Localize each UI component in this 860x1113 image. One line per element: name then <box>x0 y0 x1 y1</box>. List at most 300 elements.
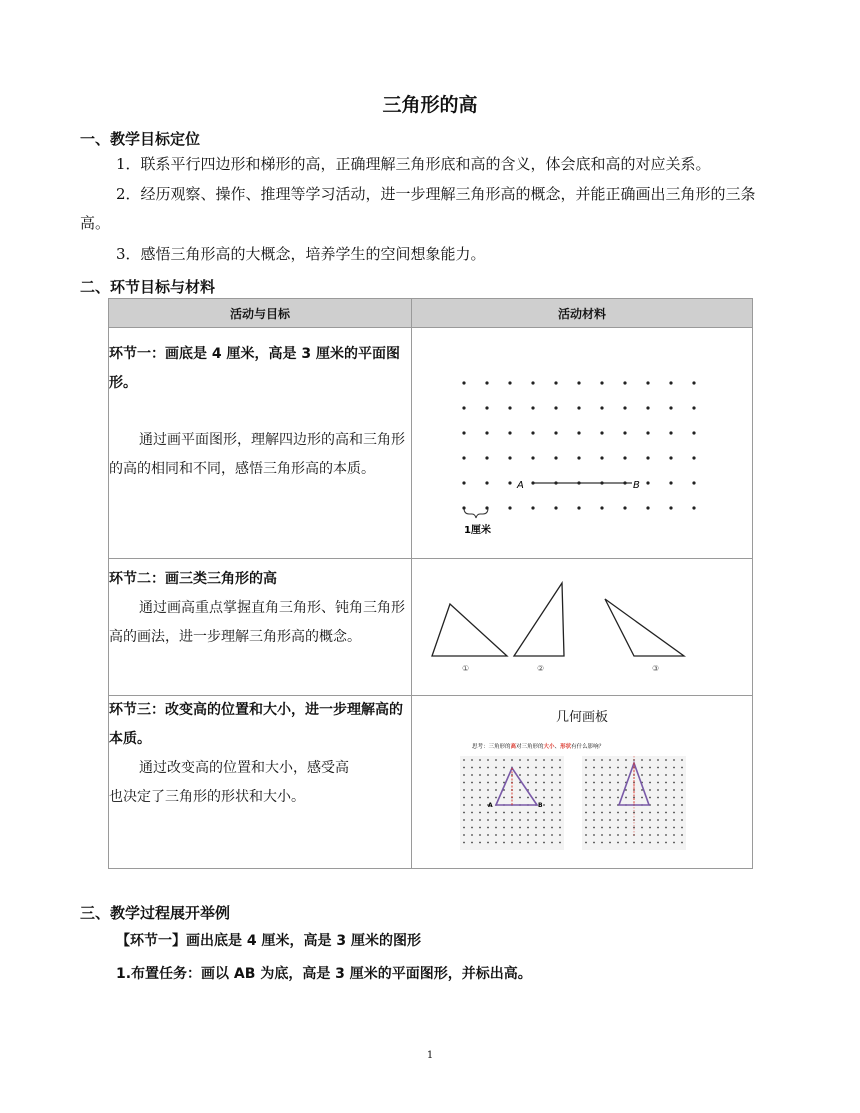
board-dot <box>519 789 521 791</box>
board-dot <box>609 767 611 769</box>
board-dot <box>503 767 505 769</box>
board-dot <box>649 782 651 784</box>
board-dot <box>543 774 545 776</box>
board-dot <box>559 827 561 829</box>
grid-dot <box>508 481 511 484</box>
board-dot <box>673 767 675 769</box>
board-dot <box>601 834 603 836</box>
board-dot <box>593 797 595 799</box>
board-dot <box>601 789 603 791</box>
board-dot <box>527 827 529 829</box>
board-dot <box>673 759 675 761</box>
board-dot <box>479 789 481 791</box>
board-dot <box>559 782 561 784</box>
board-dot <box>673 819 675 821</box>
board-dot <box>649 767 651 769</box>
board-dot <box>559 804 561 806</box>
board-dot <box>479 767 481 769</box>
table-row <box>109 696 753 869</box>
board-dot <box>463 774 465 776</box>
grid-dot <box>669 456 672 459</box>
board-dot <box>657 767 659 769</box>
board-dot <box>503 812 505 814</box>
board-dot <box>535 759 537 761</box>
grid-dot <box>462 481 465 484</box>
board-dot <box>665 834 667 836</box>
board-dot <box>641 827 643 829</box>
board-dot <box>681 827 683 829</box>
grid-dot <box>669 506 672 509</box>
board-dot <box>535 797 537 799</box>
grid-dot <box>577 431 580 434</box>
board-dot <box>657 759 659 761</box>
board-dot <box>593 767 595 769</box>
board-dot <box>617 812 619 814</box>
board-dot <box>649 789 651 791</box>
board-dot <box>681 834 683 836</box>
board-dot <box>593 774 595 776</box>
board-dot <box>665 842 667 844</box>
grid-dot <box>508 406 511 409</box>
board-dot <box>551 789 553 791</box>
stage2-material <box>412 559 753 696</box>
board-dot <box>487 842 489 844</box>
material-caption: 几何画板 <box>555 710 608 725</box>
board-dot <box>463 834 465 836</box>
board-dot <box>463 812 465 814</box>
grid-dot <box>577 406 580 409</box>
board-dot <box>559 842 561 844</box>
board-dot <box>665 759 667 761</box>
board-dot <box>681 767 683 769</box>
board-dot <box>617 759 619 761</box>
board-dot <box>503 827 505 829</box>
board-dot <box>551 759 553 761</box>
board-dot <box>535 812 537 814</box>
board-dot <box>479 797 481 799</box>
board-dot <box>681 797 683 799</box>
board-dot <box>609 789 611 791</box>
board-dot <box>527 759 529 761</box>
board-dot <box>487 789 489 791</box>
board-dot <box>551 782 553 784</box>
stage2-title: 环节二：画三类三角形的高 <box>109 571 277 587</box>
board-dot <box>625 767 627 769</box>
board-dot <box>551 797 553 799</box>
board-dot <box>625 759 627 761</box>
board-dot <box>503 834 505 836</box>
board-dot <box>519 797 521 799</box>
board-dot <box>665 797 667 799</box>
board-dot <box>503 774 505 776</box>
board-dot <box>617 767 619 769</box>
board-dot <box>601 827 603 829</box>
board-dot <box>681 782 683 784</box>
grid-dot <box>554 456 557 459</box>
board-dot <box>609 804 611 806</box>
stage3-material <box>412 696 753 869</box>
grid-dot <box>646 431 649 434</box>
grid-dot <box>577 381 580 384</box>
board-dot <box>673 842 675 844</box>
grid-dot <box>554 406 557 409</box>
board-dot <box>535 767 537 769</box>
board-dot <box>495 819 497 821</box>
board-dot <box>479 782 481 784</box>
board-dot <box>649 834 651 836</box>
board-dot <box>527 774 529 776</box>
board-dot <box>633 842 635 844</box>
board-dot <box>601 774 603 776</box>
grid-dot <box>646 481 649 484</box>
table-row <box>109 559 753 696</box>
board-dot <box>543 759 545 761</box>
board-dot <box>673 782 675 784</box>
board-dot <box>601 819 603 821</box>
board-dot <box>585 819 587 821</box>
board-dot <box>641 819 643 821</box>
board-dot <box>495 767 497 769</box>
board-dot <box>463 842 465 844</box>
board-dot <box>471 767 473 769</box>
grid-dot <box>577 456 580 459</box>
board-dot <box>617 834 619 836</box>
board-dot <box>527 842 529 844</box>
board-dot <box>535 834 537 836</box>
board-dot <box>495 774 497 776</box>
board-dot <box>609 812 611 814</box>
grid-dot <box>600 506 603 509</box>
triangle-3 <box>605 599 684 656</box>
triangle-3-label: ③ <box>652 664 660 673</box>
grid-dot <box>623 481 626 484</box>
goal-item-3: 3．感悟三角形高的大概念，培养学生的空间想象能力。 <box>116 245 486 263</box>
board-dot <box>551 827 553 829</box>
board-dot <box>625 827 627 829</box>
board-dot <box>559 797 561 799</box>
board-dot <box>593 819 595 821</box>
stage1-title: 环节一：画底是 4 厘米，高是 3 厘米的平面图形。 <box>109 346 400 391</box>
board-dot <box>649 842 651 844</box>
board-dot <box>543 767 545 769</box>
board-dot <box>641 767 643 769</box>
board-dot <box>673 812 675 814</box>
board-dot <box>519 774 521 776</box>
board-dot <box>479 834 481 836</box>
board-dot <box>495 782 497 784</box>
board-dot <box>593 782 595 784</box>
table-header-material: 活动材料 <box>412 299 753 328</box>
board-dot <box>559 759 561 761</box>
board-dot <box>609 782 611 784</box>
board-dot <box>543 797 545 799</box>
board-dot <box>609 774 611 776</box>
grid-dot <box>646 381 649 384</box>
board-dot <box>601 782 603 784</box>
grid-dot <box>485 481 488 484</box>
section1-heading: 一、教学目标定位 <box>80 130 201 148</box>
board-dot <box>593 789 595 791</box>
board-dot <box>665 774 667 776</box>
grid-dot <box>692 456 695 459</box>
board-dot <box>511 842 513 844</box>
board-dot <box>617 774 619 776</box>
grid-dot <box>669 406 672 409</box>
board-dot <box>673 789 675 791</box>
grid-dot <box>646 456 649 459</box>
stage1-desc: 通过画平面图形，理解四边形的高和三角形的高的相同和不同，感悟三角形高的本质。 <box>109 432 405 477</box>
board-dot <box>665 767 667 769</box>
board-dot <box>625 812 627 814</box>
grid-dot <box>623 406 626 409</box>
grid-dot <box>577 481 580 484</box>
board-dot <box>609 827 611 829</box>
board-dot <box>601 767 603 769</box>
board-dot <box>593 812 595 814</box>
board-dot <box>543 834 545 836</box>
triangle-2-label: ② <box>537 664 545 673</box>
board-dot <box>495 789 497 791</box>
grid-dot <box>554 381 557 384</box>
board-dot <box>479 759 481 761</box>
board-dot <box>681 774 683 776</box>
grid-dot <box>646 506 649 509</box>
grid-dot <box>462 431 465 434</box>
board-dot <box>673 797 675 799</box>
grid-dot <box>600 431 603 434</box>
stage1-cell <box>109 328 412 559</box>
stage3-cell <box>109 696 412 869</box>
board-dot <box>649 819 651 821</box>
board-dot <box>657 842 659 844</box>
grid-dot <box>623 431 626 434</box>
grid-dot <box>692 431 695 434</box>
board-dot <box>559 789 561 791</box>
board-dot <box>487 834 489 836</box>
board-dot <box>585 759 587 761</box>
board-dot <box>487 759 489 761</box>
board-dot <box>665 819 667 821</box>
board-dot <box>551 812 553 814</box>
board-dot <box>527 782 529 784</box>
board-dot <box>519 819 521 821</box>
board-dot <box>585 842 587 844</box>
board-dot <box>609 819 611 821</box>
board-dot <box>519 759 521 761</box>
triangle-2 <box>514 583 564 656</box>
board-dot <box>625 842 627 844</box>
board-dot <box>463 782 465 784</box>
board-dot <box>487 812 489 814</box>
board-dot <box>495 812 497 814</box>
grid-dot <box>669 481 672 484</box>
grid-dot <box>531 406 534 409</box>
grid-dot <box>692 481 695 484</box>
board-dot <box>487 767 489 769</box>
board-dot <box>593 804 595 806</box>
board-dot <box>543 842 545 844</box>
board-dot <box>535 842 537 844</box>
board-dot <box>609 842 611 844</box>
board-dot <box>511 812 513 814</box>
board-dot <box>463 767 465 769</box>
board-dot <box>585 767 587 769</box>
board-dot <box>495 834 497 836</box>
triangle-1-label: ① <box>462 664 470 673</box>
board-dot <box>585 782 587 784</box>
board-dot <box>503 819 505 821</box>
board-dot <box>641 834 643 836</box>
board-dot <box>665 804 667 806</box>
board-dot <box>535 782 537 784</box>
board-dot <box>625 819 627 821</box>
board-dot <box>649 774 651 776</box>
board-dot <box>601 759 603 761</box>
grid-dot <box>462 456 465 459</box>
board-dot <box>479 827 481 829</box>
board-dot <box>471 759 473 761</box>
board-dot <box>535 774 537 776</box>
board-dot <box>657 827 659 829</box>
board-dot <box>519 842 521 844</box>
grid-dot <box>508 381 511 384</box>
board-dot <box>519 812 521 814</box>
board-dot <box>551 767 553 769</box>
board-dot <box>559 819 561 821</box>
stage3-title: 环节三：改变高的位置和大小，进一步理解高的本质。 <box>109 702 403 747</box>
stage1-material <box>412 328 753 559</box>
board-dot <box>519 834 521 836</box>
grid-dot <box>623 381 626 384</box>
board-dot <box>495 827 497 829</box>
board-dot <box>471 834 473 836</box>
grid-dot <box>462 506 465 509</box>
board-dot <box>479 804 481 806</box>
board-dot <box>487 827 489 829</box>
grid-dot <box>600 406 603 409</box>
board-dot <box>593 834 595 836</box>
triangle-1 <box>432 604 507 656</box>
board-dot <box>609 797 611 799</box>
dot-grid-figure <box>412 328 752 554</box>
point-b-label: B <box>633 480 640 491</box>
board-dot <box>471 789 473 791</box>
grid-dot <box>600 381 603 384</box>
board-dot <box>559 812 561 814</box>
board-dot <box>495 759 497 761</box>
board-dot <box>665 789 667 791</box>
board-dot <box>463 759 465 761</box>
board-dot <box>625 834 627 836</box>
grid-dot <box>669 431 672 434</box>
grid-dot <box>508 506 511 509</box>
board-dot <box>463 789 465 791</box>
board-dot <box>593 842 595 844</box>
board-dot <box>543 804 545 806</box>
board-point-b-left: B <box>538 802 543 809</box>
grid-dot <box>554 431 557 434</box>
board-dot <box>641 812 643 814</box>
board-dot <box>551 834 553 836</box>
grid-dot <box>554 481 557 484</box>
board-dot <box>527 812 529 814</box>
board-dot <box>479 819 481 821</box>
grid-dot <box>485 381 488 384</box>
board-dot <box>681 842 683 844</box>
board-dot <box>559 767 561 769</box>
board-dot <box>535 819 537 821</box>
unit-label: 1厘米 <box>464 525 491 536</box>
board-dot <box>585 827 587 829</box>
board-dot <box>673 774 675 776</box>
grid-dot <box>531 456 534 459</box>
board-dot <box>681 819 683 821</box>
grid-dot <box>485 431 488 434</box>
board-dot <box>681 789 683 791</box>
board-dot <box>527 834 529 836</box>
board-dot <box>617 789 619 791</box>
board-dot <box>527 797 529 799</box>
grid-dot <box>646 406 649 409</box>
board-dot <box>487 774 489 776</box>
stage3-desc: 通过改变高的位置和大小，感受高也决定了三角形的形状和大小。 <box>109 760 349 805</box>
board-dot <box>601 842 603 844</box>
board-dot <box>665 782 667 784</box>
table-row <box>109 328 753 559</box>
board-dot <box>641 797 643 799</box>
section3-heading: 三、教学过程展开举例 <box>80 904 231 922</box>
board-dot <box>681 812 683 814</box>
grid-dot <box>462 381 465 384</box>
grid-dot <box>531 506 534 509</box>
board-dot <box>511 834 513 836</box>
point-a-label: A <box>517 480 524 491</box>
board-dot <box>641 759 643 761</box>
grid-dot <box>692 381 695 384</box>
task-line: 1.布置任务：画以 AB 为底，高是 3 厘米的平面图形，并标出高。 <box>116 966 532 982</box>
board-dot <box>609 759 611 761</box>
table-header-activity: 活动与目标 <box>109 299 412 328</box>
board-dot <box>543 782 545 784</box>
board-dot <box>511 759 513 761</box>
board-dot <box>657 819 659 821</box>
stage2-cell <box>109 559 412 696</box>
grid-dot <box>623 456 626 459</box>
board-dot <box>657 789 659 791</box>
board-dot <box>503 797 505 799</box>
board-dot <box>479 812 481 814</box>
grid-dot <box>692 506 695 509</box>
board-dot <box>527 819 529 821</box>
board-dot <box>673 834 675 836</box>
board-dot <box>471 842 473 844</box>
board-dot <box>471 827 473 829</box>
board-dot <box>585 812 587 814</box>
stage1-subheading: 【环节一】画出底是 4 厘米，高是 3 厘米的图形 <box>116 933 421 949</box>
unit-brace <box>464 508 488 518</box>
board-dot <box>543 827 545 829</box>
board-dot <box>463 804 465 806</box>
board-dot <box>471 782 473 784</box>
board-dot <box>585 834 587 836</box>
board-dot <box>487 782 489 784</box>
board-dot <box>625 797 627 799</box>
board-dot <box>463 827 465 829</box>
board-dot <box>649 759 651 761</box>
board-dot <box>479 842 481 844</box>
board-dot <box>511 819 513 821</box>
board-dot <box>535 827 537 829</box>
